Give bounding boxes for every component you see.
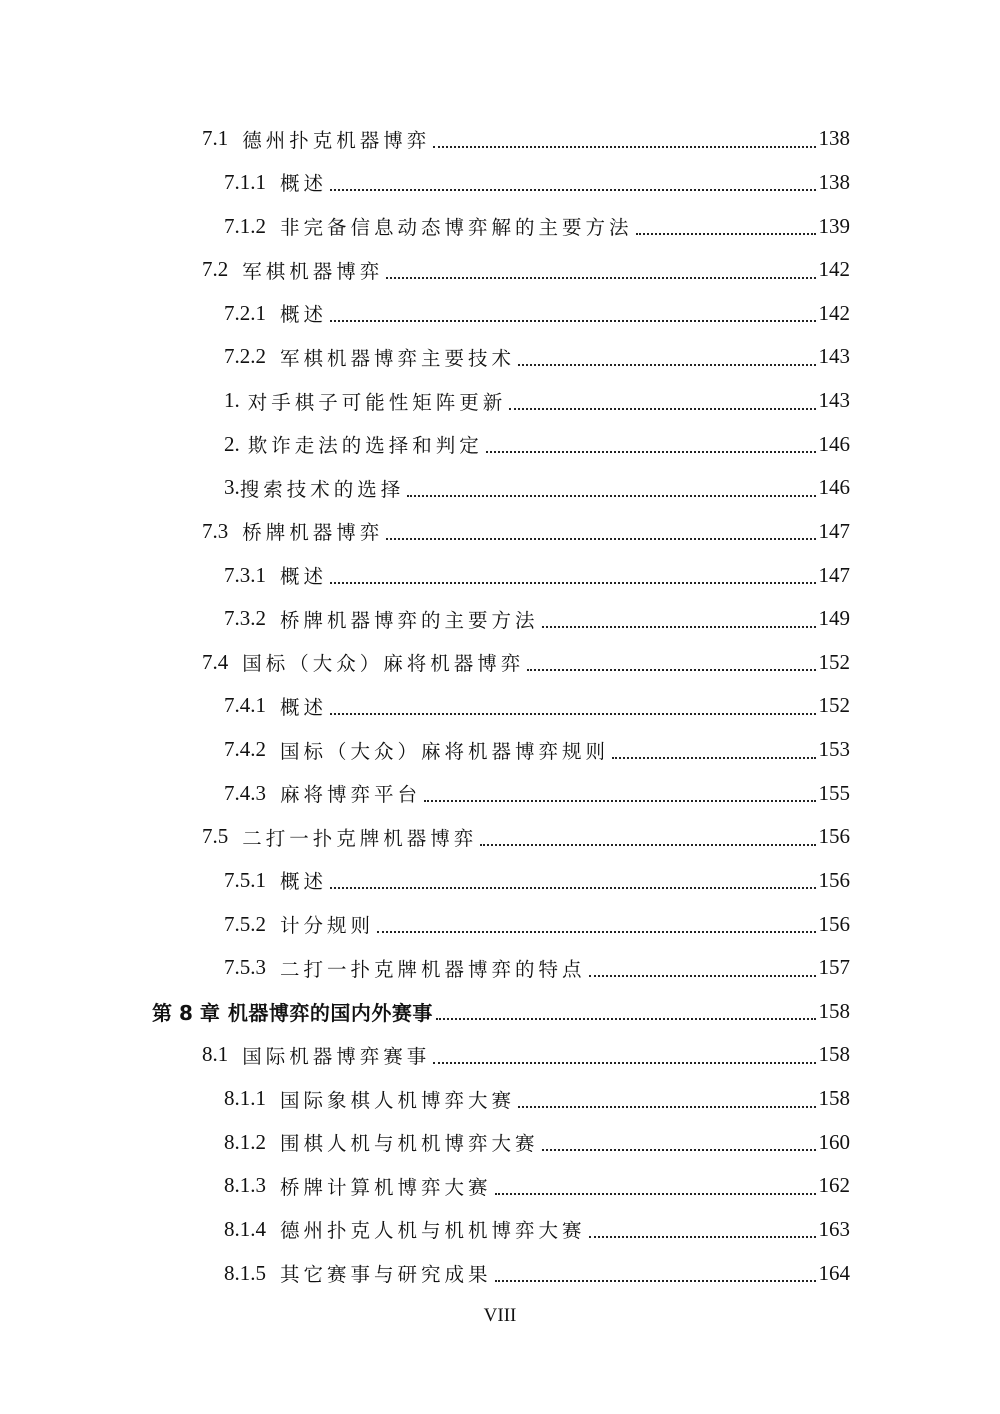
dot-leader: [407, 495, 815, 497]
toc-subsection-entry[interactable]: [0, 1251, 1000, 1295]
toc-entry-title: 麻将博弈平台: [280, 783, 422, 807]
toc-entry-page: 142: [818, 300, 850, 325]
toc-entry-number: 7.3.1: [224, 562, 266, 587]
toc-entry-page: 162: [818, 1173, 850, 1198]
table-of-contents: [0, 117, 1000, 1295]
dot-leader: [509, 408, 815, 410]
toc-entry-page: 158: [818, 1042, 850, 1067]
toc-subsection-entry[interactable]: [0, 859, 1000, 903]
toc-entry-title: 欺诈走法的选择和判定: [247, 434, 483, 458]
toc-subsection-entry[interactable]: [0, 946, 1000, 990]
dot-leader: [330, 713, 815, 715]
toc-entry-title: 军棋机器博弈主要技术: [280, 346, 516, 370]
dot-leader: [612, 757, 815, 759]
toc-entry-title: 德州扑克人机与机机博弈大赛: [280, 1219, 586, 1243]
toc-entry-page: 138: [818, 169, 850, 194]
toc-entry-number: 8.1.3: [224, 1173, 266, 1198]
toc-subsection-entry[interactable]: [0, 597, 1000, 641]
toc-entry-page: 139: [818, 213, 850, 238]
dot-leader: [436, 1018, 816, 1020]
dot-leader: [542, 1149, 816, 1151]
dot-leader: [330, 320, 815, 322]
toc-entry-title: 概述: [280, 870, 328, 894]
toc-entry-page: 156: [818, 911, 850, 936]
toc-entry-page: 158: [818, 1086, 850, 1111]
toc-entry-page: 147: [818, 562, 850, 587]
toc-entry-number: 7.4.3: [224, 780, 266, 805]
toc-entry-number: 7.2: [202, 257, 229, 282]
dot-leader: [433, 1062, 815, 1064]
dot-leader: [377, 931, 815, 933]
dot-leader: [589, 1236, 816, 1238]
toc-entry-title: 二打一扑克牌机器博弈的特点: [280, 957, 586, 981]
toc-entry-title: 桥牌机器博弈的主要方法: [280, 608, 539, 632]
toc-entry-title: 德州扑克机器博弈: [242, 128, 431, 152]
toc-subsection-entry[interactable]: [0, 466, 1000, 510]
toc-subsection-entry[interactable]: [0, 728, 1000, 772]
toc-entry-title: 搜索技术的选择: [239, 477, 405, 501]
toc-entry-page: 157: [818, 955, 850, 980]
toc-entry-number: 7.1.1: [224, 169, 266, 194]
dot-leader: [589, 975, 816, 977]
toc-entry-title: 国标（大众）麻将机器博弈规则: [280, 739, 610, 763]
dot-leader: [527, 669, 815, 671]
toc-entry-page: 156: [818, 867, 850, 892]
toc-entry-page: 143: [818, 344, 850, 369]
toc-subsection-entry[interactable]: [0, 1208, 1000, 1252]
toc-entry-number: 8.1: [202, 1042, 229, 1067]
toc-subsection-entry[interactable]: [0, 1120, 1000, 1164]
toc-entry-title: 国际机器博弈赛事: [242, 1044, 431, 1068]
toc-entry-number: 7.5.2: [224, 911, 266, 936]
toc-entry-title: 其它赛事与研究成果: [280, 1263, 492, 1287]
toc-entry-page: 149: [818, 606, 850, 631]
toc-entry-page: 156: [818, 824, 850, 849]
toc-entry-number: 8.1.2: [224, 1129, 266, 1154]
dot-leader: [636, 233, 816, 235]
toc-entry-number: 7.1: [202, 126, 229, 151]
toc-entry-title: 机器博弈的国内外赛事: [227, 1000, 433, 1025]
toc-entry-page: 146: [818, 475, 850, 500]
toc-entry-page: 142: [818, 257, 850, 282]
toc-entry-page: 164: [818, 1260, 850, 1285]
toc-entry-title: 桥牌计算机博弈大赛: [280, 1175, 492, 1199]
toc-entry-number: 8.1.5: [224, 1260, 266, 1285]
toc-section-entry[interactable]: [0, 117, 1000, 161]
toc-entry-title: 概述: [280, 565, 328, 589]
toc-chapter-entry[interactable]: [0, 990, 1000, 1034]
toc-entry-number: 3.: [224, 475, 240, 500]
toc-subsection-entry[interactable]: [0, 771, 1000, 815]
toc-subsection-entry[interactable]: [0, 161, 1000, 205]
dot-leader: [495, 1280, 816, 1282]
dot-leader: [480, 844, 815, 846]
toc-subsection-entry[interactable]: [0, 292, 1000, 336]
dot-leader: [542, 626, 816, 628]
toc-entry-page: 146: [818, 431, 850, 456]
toc-entry-page: 163: [818, 1216, 850, 1241]
toc-entry-number: 2.: [224, 431, 240, 456]
toc-entry-title: 非完备信息动态博弈解的主要方法: [280, 216, 633, 240]
toc-entry-page: 143: [818, 388, 850, 413]
dot-leader: [386, 277, 815, 279]
dot-leader: [330, 582, 815, 584]
toc-entry-title: 对手棋子可能性矩阵更新: [247, 390, 507, 414]
toc-subsection-entry[interactable]: [0, 422, 1000, 466]
toc-entry-number: 7.5: [202, 824, 229, 849]
dot-leader: [330, 189, 815, 191]
toc-entry-title: 概述: [280, 172, 328, 196]
toc-entry-number: 7.3: [202, 518, 229, 543]
toc-entry-title: 围棋人机与机机博弈大赛: [280, 1132, 539, 1156]
toc-entry-title: 桥牌机器博弈: [242, 521, 384, 545]
dot-leader: [486, 451, 816, 453]
toc-entry-number: 7.5.3: [224, 955, 266, 980]
dot-leader: [518, 364, 815, 366]
toc-section-entry[interactable]: [0, 510, 1000, 554]
toc-section-entry[interactable]: [0, 1033, 1000, 1077]
toc-entry-number: 第 8 章: [152, 1000, 220, 1025]
toc-entry-number: 7.4.2: [224, 737, 266, 762]
dot-leader: [495, 1193, 816, 1195]
toc-subsection-entry[interactable]: [0, 1164, 1000, 1208]
toc-subsection-entry[interactable]: [0, 684, 1000, 728]
dot-leader: [330, 887, 815, 889]
toc-entry-number: 7.4: [202, 649, 229, 674]
toc-entry-title: 概述: [280, 695, 328, 719]
toc-entry-number: 7.4.1: [224, 693, 266, 718]
dot-leader: [424, 800, 815, 802]
toc-entry-page: 147: [818, 518, 850, 543]
toc-entry-number: 8.1.4: [224, 1216, 266, 1241]
toc-subsection-entry[interactable]: [0, 902, 1000, 946]
toc-entry-title: 国标（大众）麻将机器博弈: [242, 652, 525, 676]
toc-subsection-entry[interactable]: [0, 379, 1000, 423]
toc-entry-page: 138: [818, 126, 850, 151]
toc-entry-page: 155: [818, 780, 850, 805]
toc-entry-number: 7.3.2: [224, 606, 266, 631]
toc-entry-title: 概述: [280, 303, 328, 327]
toc-entry-number: 7.2.1: [224, 300, 266, 325]
page-number-footer: VIII: [483, 1305, 517, 1326]
toc-entry-title: 计分规则: [280, 914, 375, 938]
toc-entry-title: 国际象棋人机博弈大赛: [280, 1088, 516, 1112]
toc-entry-number: 8.1.1: [224, 1086, 266, 1111]
toc-entry-number: 7.5.1: [224, 867, 266, 892]
toc-entry-title: 二打一扑克牌机器博弈: [242, 826, 478, 850]
toc-entry-number: 7.2.2: [224, 344, 266, 369]
toc-section-entry[interactable]: [0, 248, 1000, 292]
toc-section-entry[interactable]: [0, 815, 1000, 859]
toc-entry-number: 7.1.2: [224, 213, 266, 238]
toc-subsection-entry[interactable]: [0, 553, 1000, 597]
toc-entry-page: 160: [818, 1129, 850, 1154]
dot-leader: [386, 538, 815, 540]
dot-leader: [518, 1106, 815, 1108]
toc-entry-page: 152: [818, 649, 850, 674]
toc-entry-page: 153: [818, 737, 850, 762]
dot-leader: [433, 146, 815, 148]
toc-section-entry[interactable]: [0, 641, 1000, 685]
toc-entry-page: 158: [818, 998, 850, 1023]
toc-entry-title: 军棋机器博弈: [242, 259, 384, 283]
toc-entry-page: 152: [818, 693, 850, 718]
toc-subsection-entry[interactable]: [0, 204, 1000, 248]
toc-subsection-entry[interactable]: [0, 335, 1000, 379]
toc-subsection-entry[interactable]: [0, 1077, 1000, 1121]
toc-entry-number: 1.: [224, 388, 240, 413]
